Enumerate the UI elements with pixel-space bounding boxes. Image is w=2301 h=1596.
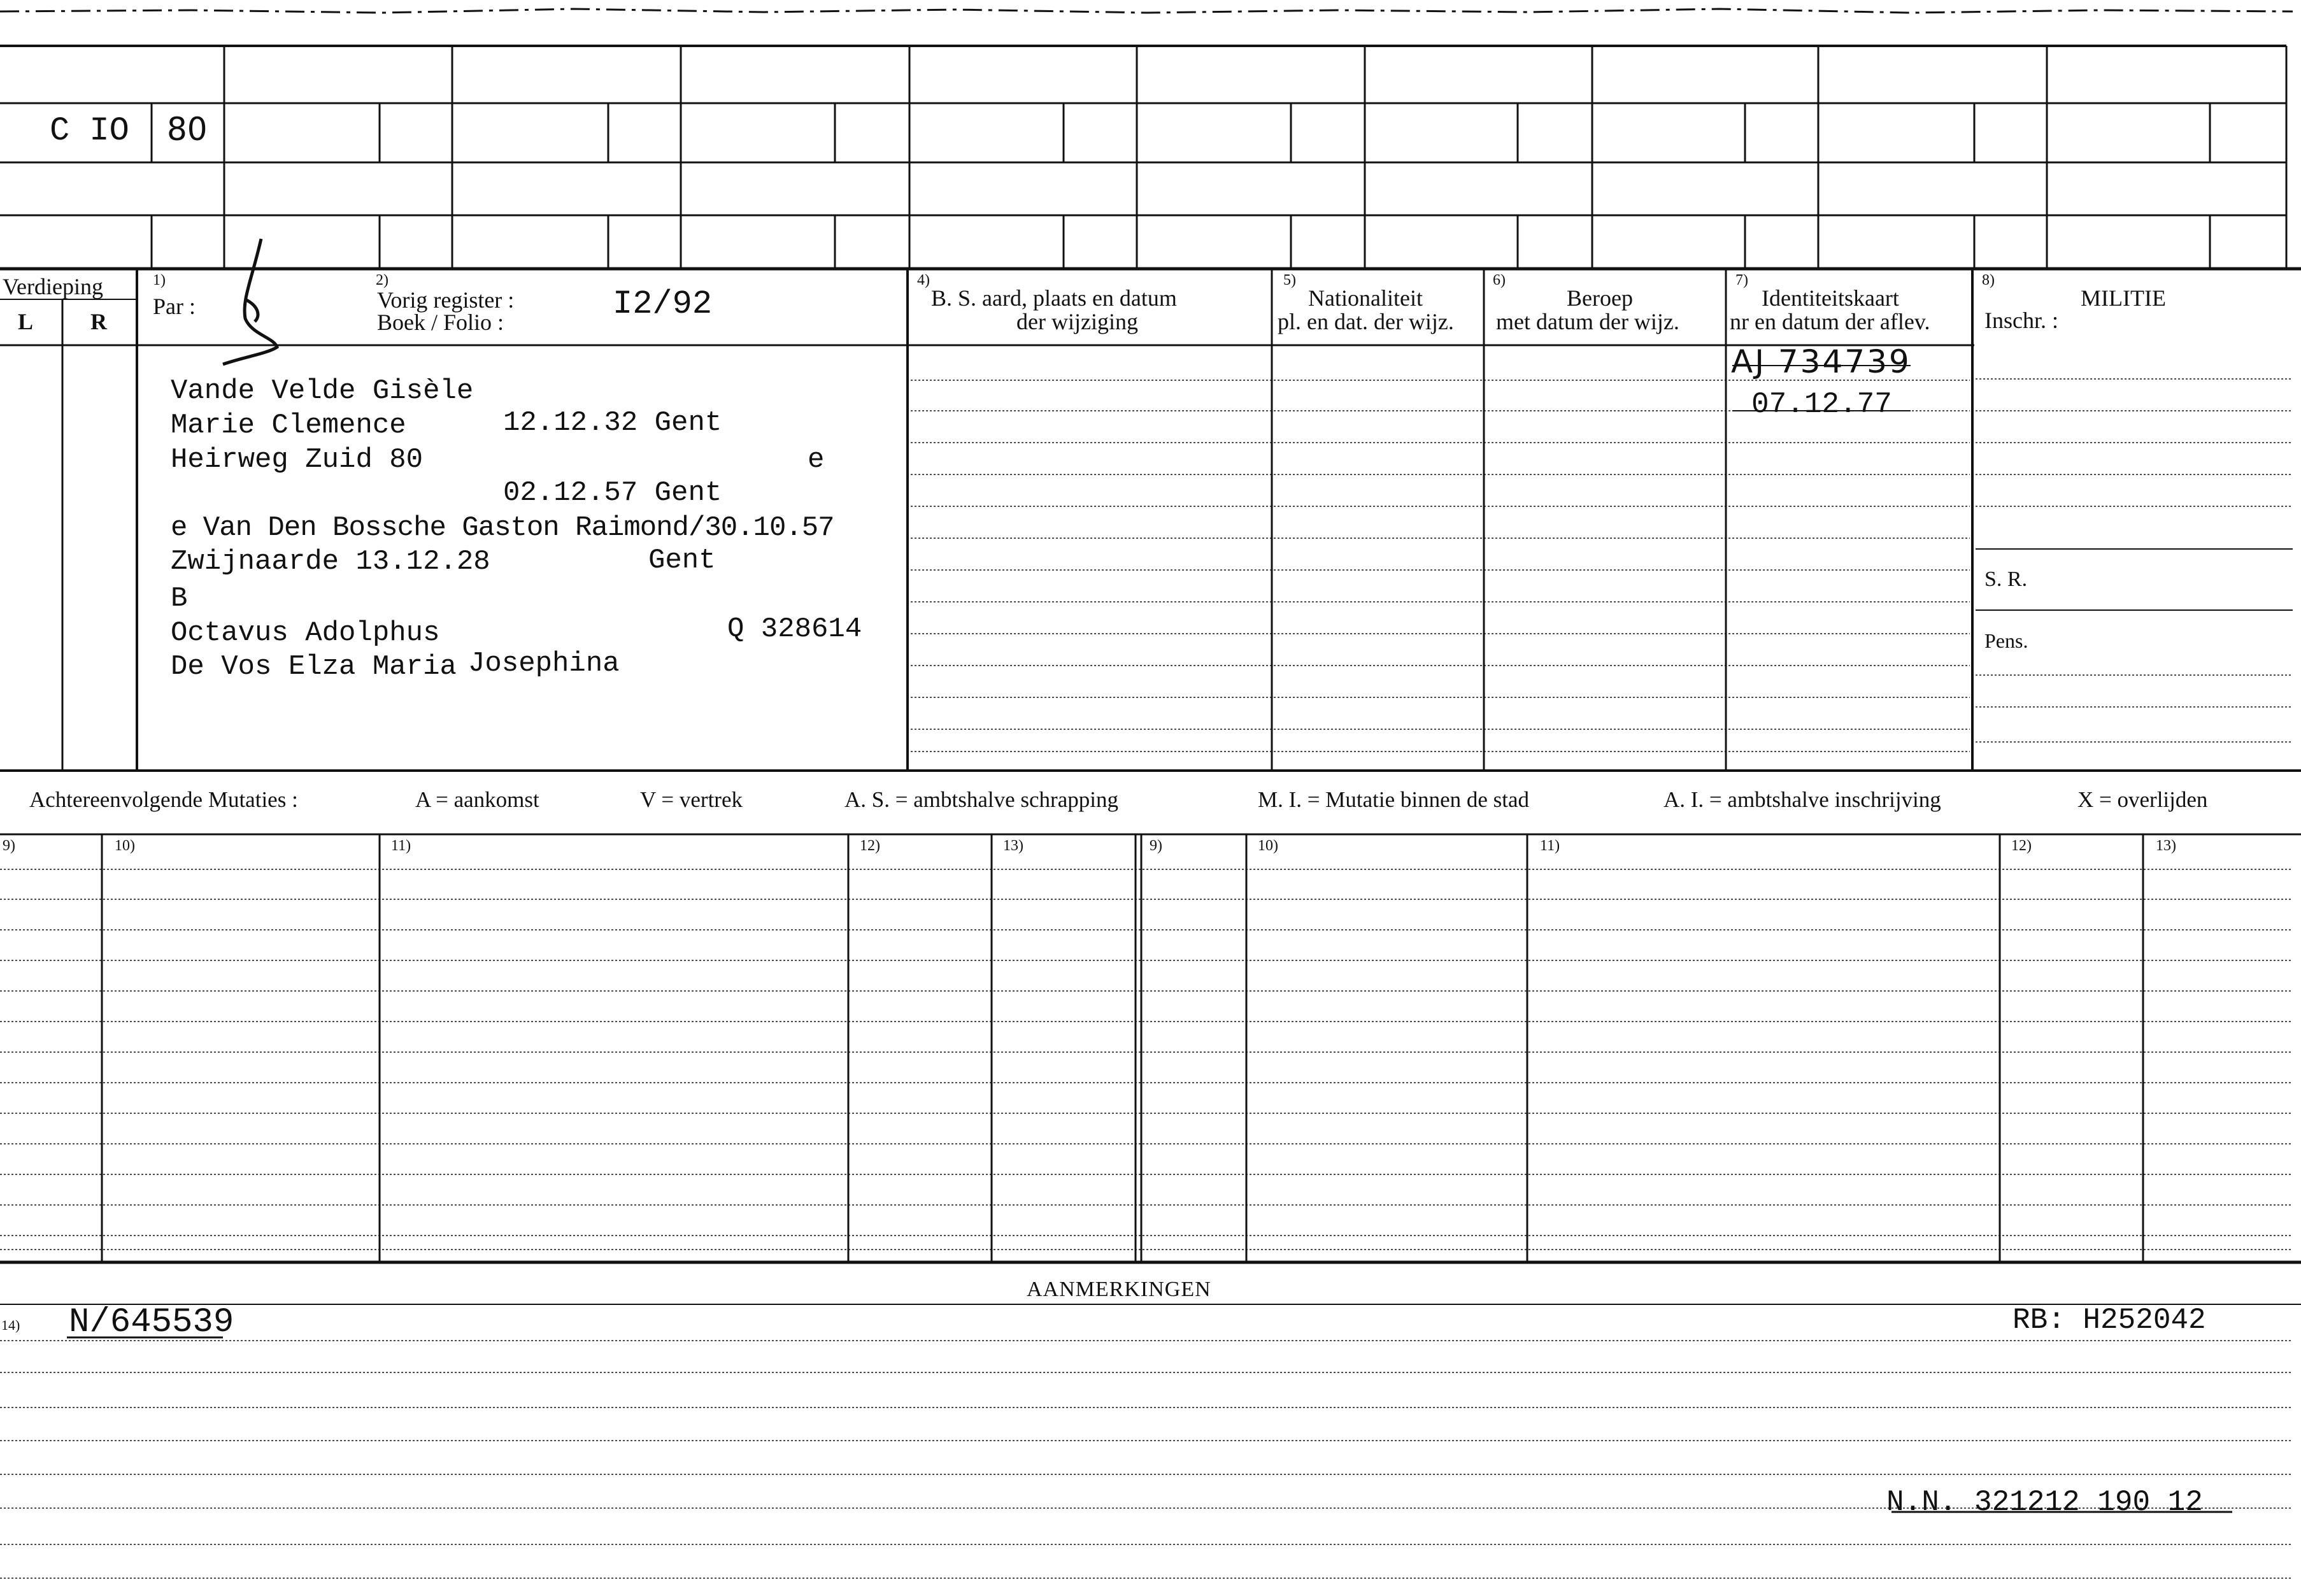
mutation-col-12-left: 12) [860,837,880,854]
col5-number: 5) [1283,272,1296,289]
col1-number: 1) [153,272,166,289]
mutation-col-9-left: 9) [3,837,15,854]
mutation-col-11-left: 11) [391,837,411,854]
remarks-nn-number: N.N. 321212 190 12 [1886,1486,2203,1519]
nationaliteit-header: Nationaliteit [1308,285,1423,311]
legend-ambtshalve-inschrijving: A. I. = ambtshalve inschrijving [1663,787,1941,812]
col7-number: 7) [1735,272,1748,289]
person-line-6b: Gent [648,545,716,576]
person-line-6a: Zwijnaarde 13.12.28 [171,546,490,578]
par-label: Par : [153,294,196,319]
person-line-7: B [171,583,188,615]
verdieping-right-label: R [90,309,107,334]
person-line-4: 02.12.57 Gent [503,477,722,509]
mutation-col-13-left: 13) [1003,837,1023,854]
person-line-3a: Heirweg Zuid 80 [171,444,424,476]
person-line-2b: 12.12.32 Gent [503,407,722,439]
col4-header-line1: B. S. aard, plaats en datum [931,285,1177,311]
mutation-col-13-right: 13) [2156,837,2176,854]
col8-number: 8) [1982,272,1995,289]
col2-number: 2) [376,272,388,289]
number-value: 80 [167,111,208,148]
remarks-n-number: N/645539 [69,1303,234,1342]
identiteitskaart-header: Identiteitskaart [1762,285,1899,311]
code-value: C IO [50,112,129,150]
mutation-col-12-right: 12) [2011,837,2032,854]
person-line-8a: Octavus Adolphus [171,617,440,649]
mutation-col-10-left: 10) [115,837,135,854]
legend-aankomst: A = aankomst [415,787,539,812]
nationaliteit-subheader: pl. en dat. der wijz. [1278,309,1454,334]
person-line-9a: De Vos Elza Maria [171,651,457,683]
person-line-9b: Josephina [468,648,620,680]
mutation-col-9-right: 9) [1150,837,1162,854]
person-line-8b: Q 328614 [727,613,862,645]
identiteitskaart-subheader: nr en datum der aflev. [1730,309,1930,334]
vorig-register-label: Vorig register : [377,287,515,313]
person-line-2a: Marie Clemence [171,410,406,441]
inschr-label: Inschr. : [1984,308,2058,333]
mutation-col-10-right: 10) [1258,837,1278,854]
remarks-rb-number: RB: H252042 [2012,1304,2206,1337]
mutation-col-11-right: 11) [1540,837,1560,854]
militie-header: MILITIE [2081,285,2166,311]
person-line-3b: e [808,444,825,476]
vorig-register-value: I2/92 [613,285,713,323]
col4-number: 4) [917,272,930,289]
beroep-subheader: met datum der wijz. [1496,309,1679,334]
col6-number: 6) [1493,272,1506,289]
mutations-legend-title: Achtereenvolgende Mutaties : [29,787,298,812]
identity-card-date: 07.12.77 [1751,388,1892,421]
identity-card-number: AJ 734739 [1731,343,1911,380]
aanmerkingen-title: AANMERKINGEN [1027,1278,1211,1301]
pens-label: Pens. [1984,629,2028,652]
legend-overlijden: X = overlijden [2077,787,2208,812]
person-line-5: e Van Den Bossche Gaston Raimond/30.10.57 [171,512,834,544]
person-line-1: Vande Velde Gisèle [171,375,474,407]
verdieping-left-label: L [18,309,34,334]
legend-vertrek: V = vertrek [640,787,743,812]
boek-folio-label: Boek / Folio : [377,310,504,335]
beroep-header: Beroep [1567,285,1633,311]
remarks-number: 14) [1,1317,20,1333]
legend-mutatie-binnen-stad: M. I. = Mutatie binnen de stad [1258,787,1530,812]
verdieping-label: Verdieping [3,274,103,299]
sr-label: S. R. [1984,567,2028,591]
col4-header-line2: der wijziging [1016,309,1138,334]
legend-ambtshalve-schrapping: A. S. = ambtshalve schrapping [844,787,1118,812]
